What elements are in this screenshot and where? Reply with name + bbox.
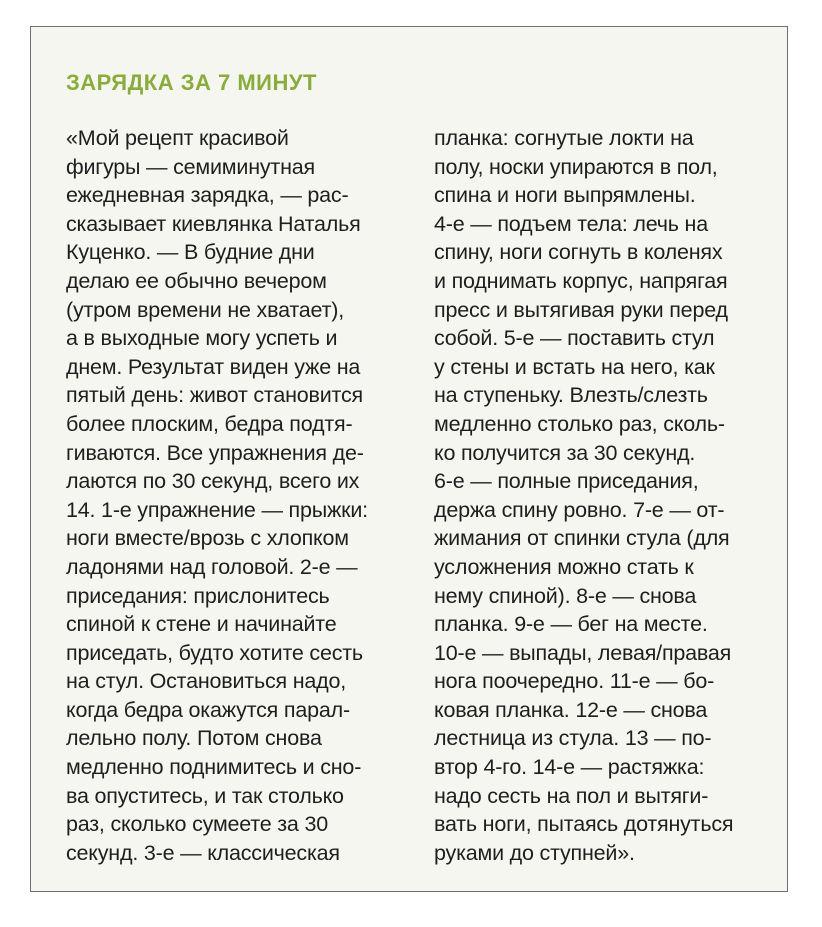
article-title: ЗАРЯДКА ЗА 7 МИНУТ — [66, 70, 317, 95]
text-line: ежедневная зарядка, — рас- — [66, 183, 349, 208]
text-line: и поднимать корпус, напрягая — [434, 268, 728, 293]
text-line: более плоским, бедра подтя- — [66, 411, 353, 436]
text-line: а в выходные могу успеть и — [66, 326, 338, 351]
text-line: ноги вместе/врозь с хлопком — [66, 526, 349, 551]
text-line: фигуры — семиминутная — [66, 154, 315, 179]
text-line: приседания: прислонитесь — [66, 583, 330, 608]
text-line: 10-е — выпады, левая/правая — [434, 640, 732, 665]
text-line: ва опуститесь, и так столько — [66, 783, 344, 808]
text-line: медленно столько раз, сколь- — [434, 411, 725, 436]
text-line: собой. 5-е — поставить стул — [434, 326, 715, 351]
text-line: руками до ступней». — [434, 840, 635, 865]
text-line: на ступеньку. Влезть/слезть — [434, 383, 708, 408]
text-line: спину, ноги согнуть в коленях — [434, 240, 723, 265]
text-line: лельно полу. Потом снова — [66, 726, 322, 751]
text-line: 14. 1-е упражнение — прыжки: — [66, 497, 368, 522]
text-line: секунд. 3-е — классическая — [66, 840, 340, 865]
text-line: вать ноги, пытаясь дотянуться — [434, 812, 734, 837]
text-line: пятый день: живот становится — [66, 383, 363, 408]
text-line: ковая планка. 12-е — снова — [434, 697, 708, 722]
text-line: 6-е — полные приседания, — [434, 469, 699, 494]
text-line: держа спину ровно. 7-е — от- — [434, 497, 725, 522]
text-line: у стены и встать на него, как — [434, 354, 715, 379]
text-line: полу, носки упираются в пол, — [434, 154, 718, 179]
text-line: втор 4-го. 14-е — растяжка: — [434, 755, 705, 780]
text-line: Куценко. — В будние дни — [66, 240, 315, 265]
text-line: планка. 9-е — бег на месте. — [434, 612, 708, 637]
text-line: делаю ее обычно вечером — [66, 268, 327, 293]
text-line: нога поочередно. 11-е — бо- — [434, 669, 715, 694]
text-line: усложнения можно стать к — [434, 554, 694, 579]
text-line: ладонями над головой. 2-е — — [66, 554, 358, 579]
text-line: на стул. Остановиться надо, — [66, 669, 347, 694]
text-line: ко получится за 30 секунд. — [434, 440, 696, 465]
text-line: днем. Результат виден уже на — [66, 354, 361, 379]
text-line: жимания от спинки стула (для — [434, 526, 730, 551]
text-line: 4-е — подъем тела: лечь на — [434, 211, 708, 236]
text-line: нему спиной). 8-е — снова — [434, 583, 697, 608]
text-line: «Мой рецепт красивой — [66, 126, 289, 150]
text-line: надо сесть на пол и вытяги- — [434, 783, 709, 808]
text-line: медленно поднимитесь и сно- — [66, 755, 362, 780]
text-line: спиной к стене и начинайте — [66, 612, 337, 637]
text-line: пресс и вытягивая руки перед — [434, 297, 728, 322]
text-line: когда бедра окажутся парал- — [66, 697, 350, 722]
text-line: гиваются. Все упражнения де- — [66, 440, 364, 465]
text-line: лестница из стула. 13 — по- — [434, 726, 712, 751]
text-line: лаются по 30 секунд, всего их — [66, 469, 360, 494]
text-line: сказывает киевлянка Наталья — [66, 211, 361, 236]
text-line: планка: согнутые локти на — [434, 126, 694, 150]
text-line: (утром времени не хватает), — [66, 297, 344, 322]
article-column-left — [66, 124, 406, 867]
article-column-right — [434, 124, 774, 867]
text-line: раз, сколько сумеете за 30 — [66, 812, 328, 837]
text-line: приседать, будто хотите сесть — [66, 640, 363, 665]
text-line: спина и ноги выпрямлены. — [434, 183, 696, 208]
